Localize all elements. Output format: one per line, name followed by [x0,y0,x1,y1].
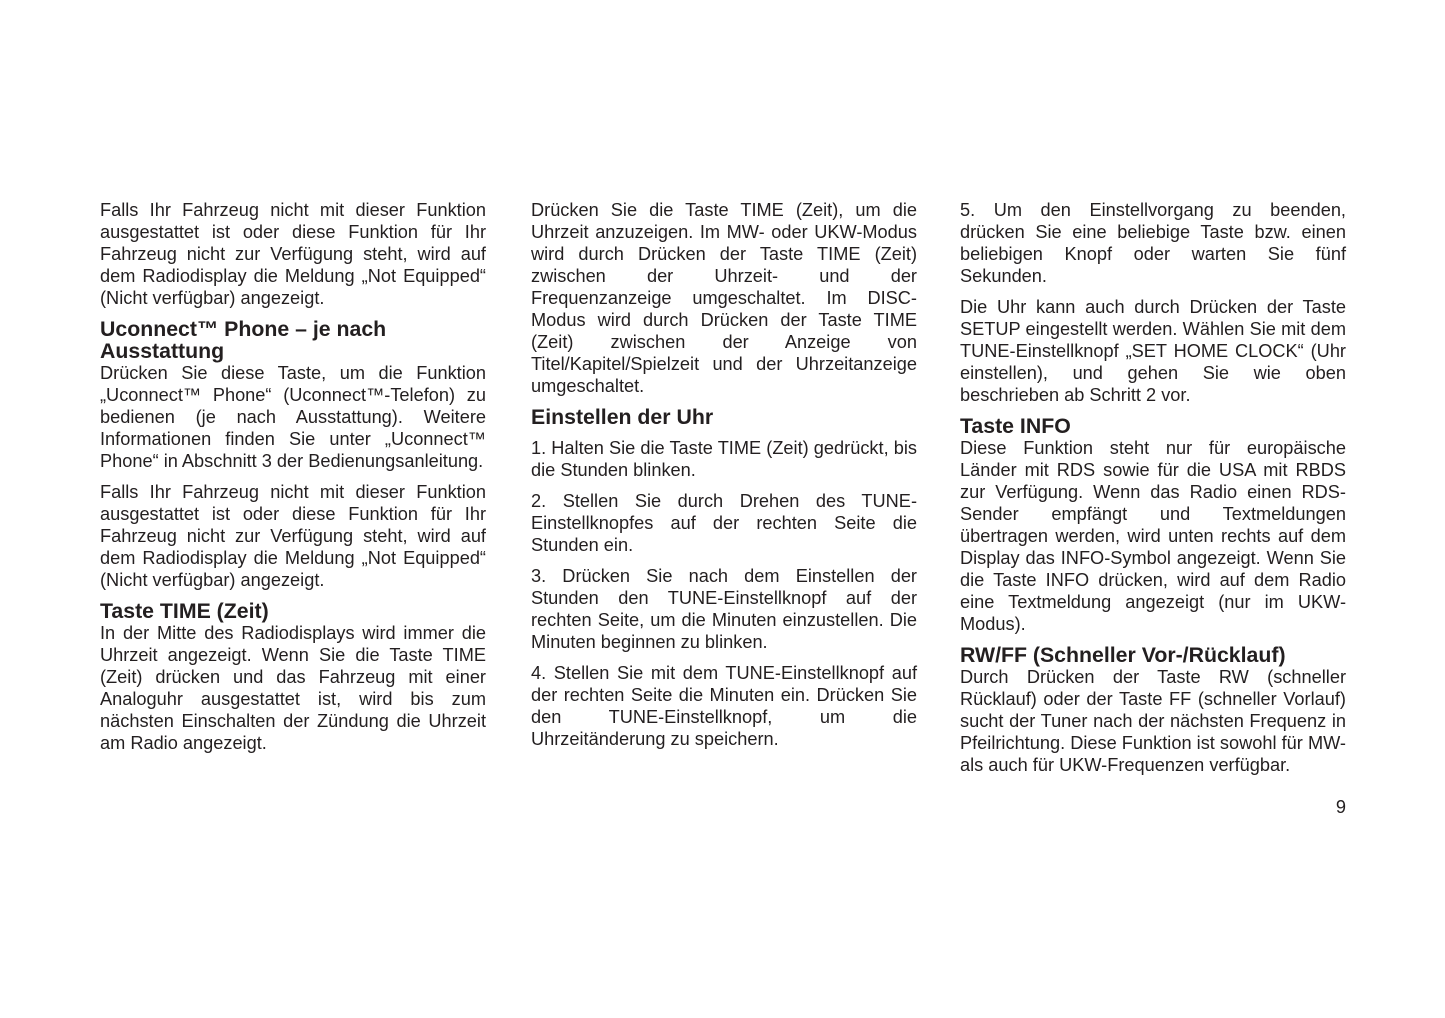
paragraph-not-equipped-2: Falls Ihr Fahrzeug nicht mit dieser Funktion ausgestattet ist oder diese Funktion für Ihr Fahrzeug nicht zur Verfügung steht, wird auf dem Radiodisplay die Meldung „Not Equipped“ (Nicht verfügbar) angezeigt. [100,482,486,590]
heading-einstellen-der-uhr: Einstellen der Uhr [531,405,714,429]
heading-taste-time: Taste TIME (Zeit) [100,599,269,623]
paragraph-uconnect-phone: Drücken Sie diese Taste, um die Funktion „Uconnect™ Phone“ (Uconnect™-Telefon) zu bedienen (je nach Ausstattung). Weitere Informationen finden Sie unter „Uconnect™ Phone“ in Abschnitt 3 der Bedienungsanleitung. [100,363,486,471]
paragraph-not-equipped-1: Falls Ihr Fahrzeug nicht mit dieser Funktion ausgestattet ist oder diese Funktion für Ihr Fahrzeug nicht zur Verfügung steht, wird auf dem Radiodisplay die Meldung „Not Equipped“ (Nicht verfügbar) angezeigt. [100,200,486,308]
paragraph-time-toggle: Drücken Sie die Taste TIME (Zeit), um die Uhrzeit anzuzeigen. Im MW- oder UKW-Modus wird durch Drücken der Taste TIME (Zeit) zwischen der Uhrzeit- und der Frequenzanzeige umgeschaltet. Im DISC-Modus wird durch Drücken der Taste TIME (Zeit) zwischen der Anzeige von Titel/Kapitel/Spielzeit und der Uhrzeitanzeige umgeschaltet. [531,200,917,396]
heading-rw-ff: RW/FF (Schneller Vor-/Rücklauf) [960,643,1286,667]
step-5: 5. Um den Einstellvorgang zu beenden, drücken Sie eine beliebige Taste bzw. einen beliebigen Knopf oder warten Sie fünf Sekunden. [960,200,1346,286]
step-1: 1. Halten Sie die Taste TIME (Zeit) gedrückt, bis die Stunden blinken. [531,438,917,480]
step-2: 2. Stellen Sie durch Drehen des TUNE-Einstellknopfes auf der rechten Seite die Stunden ein. [531,491,917,555]
heading-taste-info: Taste INFO [960,414,1071,438]
text-column-middle [531,199,917,759]
paragraph-setup-clock: Die Uhr kann auch durch Drücken der Taste SETUP eingestellt werden. Wählen Sie mit dem TUNE-Einstellknopf „SET HOME CLOCK“ (Uhr einstellen), und gehen Sie wie oben beschrieben ab Schritt 2 vor. [960,297,1346,405]
page-number: 9 [1335,797,1346,817]
paragraph-taste-time: In der Mitte des Radiodisplays wird immer die Uhrzeit angezeigt. Wenn Sie die Taste TIME (Zeit) drücken und das Fahrzeug mit einer Analoguhr ausgestattet ist, wird bis zum nächsten Einschalten der Zündung die Uhrzeit am Radio angezeigt. [100,623,486,753]
text-column-left [100,199,486,763]
step-3: 3. Drücken Sie nach dem Einstellen der Stunden den TUNE-Einstellknopf auf der rechten Seite, um die Minuten einzustellen. Die Minuten beginnen zu blinken. [531,566,917,652]
text-column-right [960,199,1346,785]
paragraph-rw-ff: Durch Drücken der Taste RW (schneller Rücklauf) oder der Taste FF (schneller Vorlauf) sucht der Tuner nach der nächsten Frequenz in Pfeilrichtung. Diese Funktion ist sowohl für MW- als auch für UKW-Frequenzen verfügbar. [960,667,1346,775]
step-4: 4. Stellen Sie mit dem TUNE-Einstellknopf auf der rechten Seite die Minuten ein. Drücken Sie den TUNE-Einstellknopf, um die Uhrzeitänderung zu speichern. [531,663,917,749]
heading-uconnect-phone: Uconnect™ Phone – je nach Ausstattung [100,317,387,363]
paragraph-taste-info: Diese Funktion steht nur für europäische Länder mit RDS sowie für die USA mit RBDS zur Verfügung. Wenn das Radio einen RDS-Sender empfängt und Textmeldungen übertragen werden, wird unten rechts auf dem Display das INFO-Symbol angezeigt. Wenn Sie die Taste INFO drücken, wird auf dem Radio eine Textmeldung angezeigt (nur im UKW-Modus). [960,438,1346,634]
